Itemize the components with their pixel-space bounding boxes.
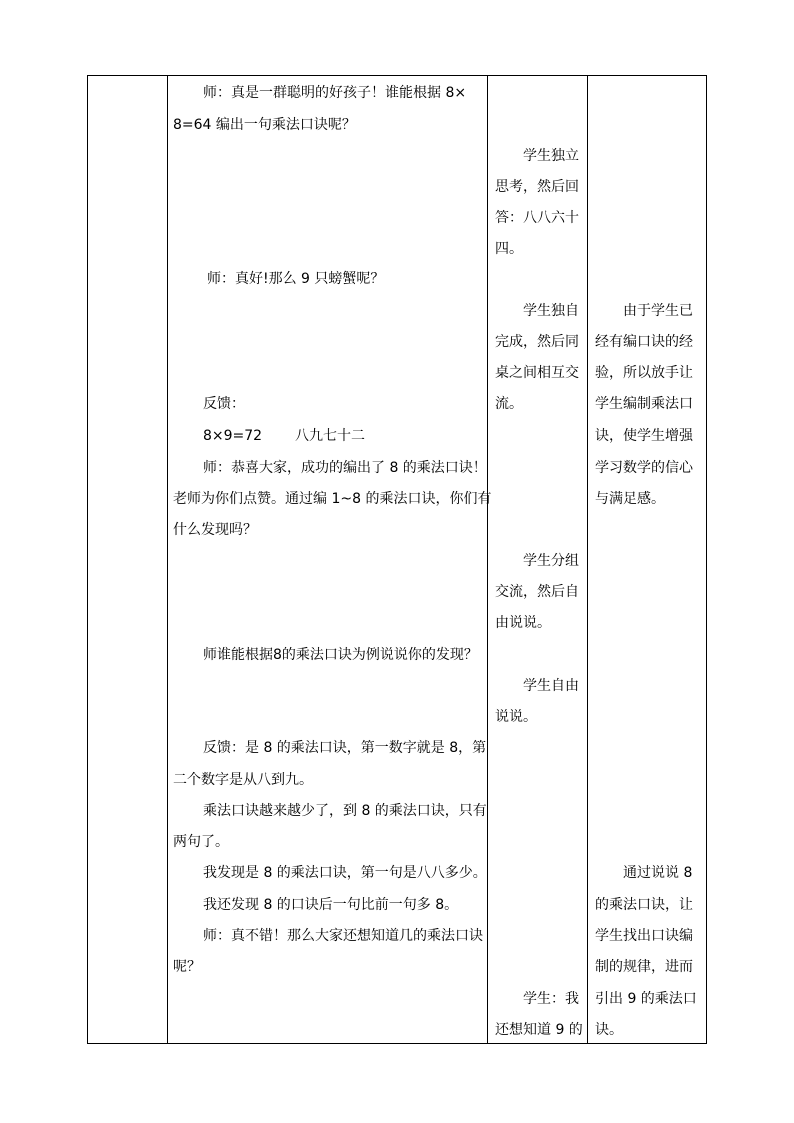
text-line: 八九七十二: [295, 428, 365, 444]
text-line: 说说。: [495, 709, 537, 725]
text-line: 由说说。: [495, 615, 551, 631]
text-line: 学习数学的信心: [595, 460, 693, 476]
text-line: 经有编口诀的经: [595, 334, 693, 350]
text-line: 老师为你们点赞。通过编 1~8 的乘法口诀，你们有: [173, 491, 492, 507]
text-line: 学生独自: [523, 303, 579, 319]
text-line: 由于学生已: [623, 303, 693, 319]
text-line: 师：真好!那么 9 只螃蟹呢？: [207, 271, 385, 287]
text-line: 反馈：是 8 的乘法口诀，第一数字就是 8，第: [203, 740, 487, 756]
text-line: 答：八八六十: [495, 210, 579, 226]
text-line: 引出 9 的乘法口: [595, 991, 697, 1007]
table-cell-design-intent: [588, 76, 706, 1043]
text-line: 乘法口诀越来越少了，到 8 的乘法口诀，只有: [203, 803, 487, 819]
text-line: 学生分组: [523, 553, 579, 569]
text-line: 8=64 编出一句乘法口诀呢？: [173, 117, 356, 133]
text-line: 我还发现 8 的口诀后一句比前一句多 8。: [203, 897, 459, 913]
text-line: 学生编制乘法口: [595, 396, 693, 412]
text-line: 制的规律，进而: [595, 959, 693, 975]
text-line: 完成，然后同: [495, 334, 579, 350]
text-line: 8×9=72: [203, 428, 263, 444]
text-line: 师：恭喜大家，成功的编出了 8 的乘法口诀！: [203, 460, 487, 476]
text-line: 什么发现吗？: [173, 522, 257, 538]
text-line: 学生找出口诀编: [595, 928, 693, 944]
text-line: 四。: [495, 241, 523, 257]
text-line: 学生自由: [523, 678, 579, 694]
text-line: 二个数字是从八到九。: [173, 772, 313, 788]
text-line: 还想知道 9 的: [495, 1022, 583, 1038]
text-line: 桌之间相互交: [495, 365, 579, 381]
table-cell-stage: [88, 76, 167, 1043]
text-line: 的乘法口诀，让: [595, 897, 693, 913]
text-line: 反馈：: [203, 396, 245, 412]
text-line: 诀。: [595, 1022, 623, 1038]
text-line: 诀，使学生增强: [595, 428, 693, 444]
text-line: 两句了。: [173, 834, 229, 850]
text-line: 学生：我: [523, 991, 579, 1007]
text-line: 通过说说 8: [623, 865, 693, 881]
text-line: 学生独立: [523, 148, 579, 164]
text-line: 师：真不错！那么大家还想知道几的乘法口诀: [203, 928, 483, 944]
text-line: 呢？: [173, 959, 201, 975]
text-line: 流。: [495, 396, 523, 412]
text-line: 思考，然后回: [495, 179, 579, 195]
text-line: 交流，然后自: [495, 584, 579, 600]
table-cell-teacher-activity: [168, 76, 492, 1043]
text-line: 我发现是 8 的乘法口诀，第一句是八八多少。: [203, 865, 487, 881]
text-line: 验，所以放手让: [595, 365, 693, 381]
text-line: 师谁能根据8的乘法口诀为例说说你的发现？: [203, 647, 478, 663]
table-cell-student-activity: [488, 76, 587, 1043]
text-line: 师：真是一群聪明的好孩子！谁能根据 8×: [203, 85, 467, 101]
text-line: 与满足感。: [595, 491, 665, 507]
